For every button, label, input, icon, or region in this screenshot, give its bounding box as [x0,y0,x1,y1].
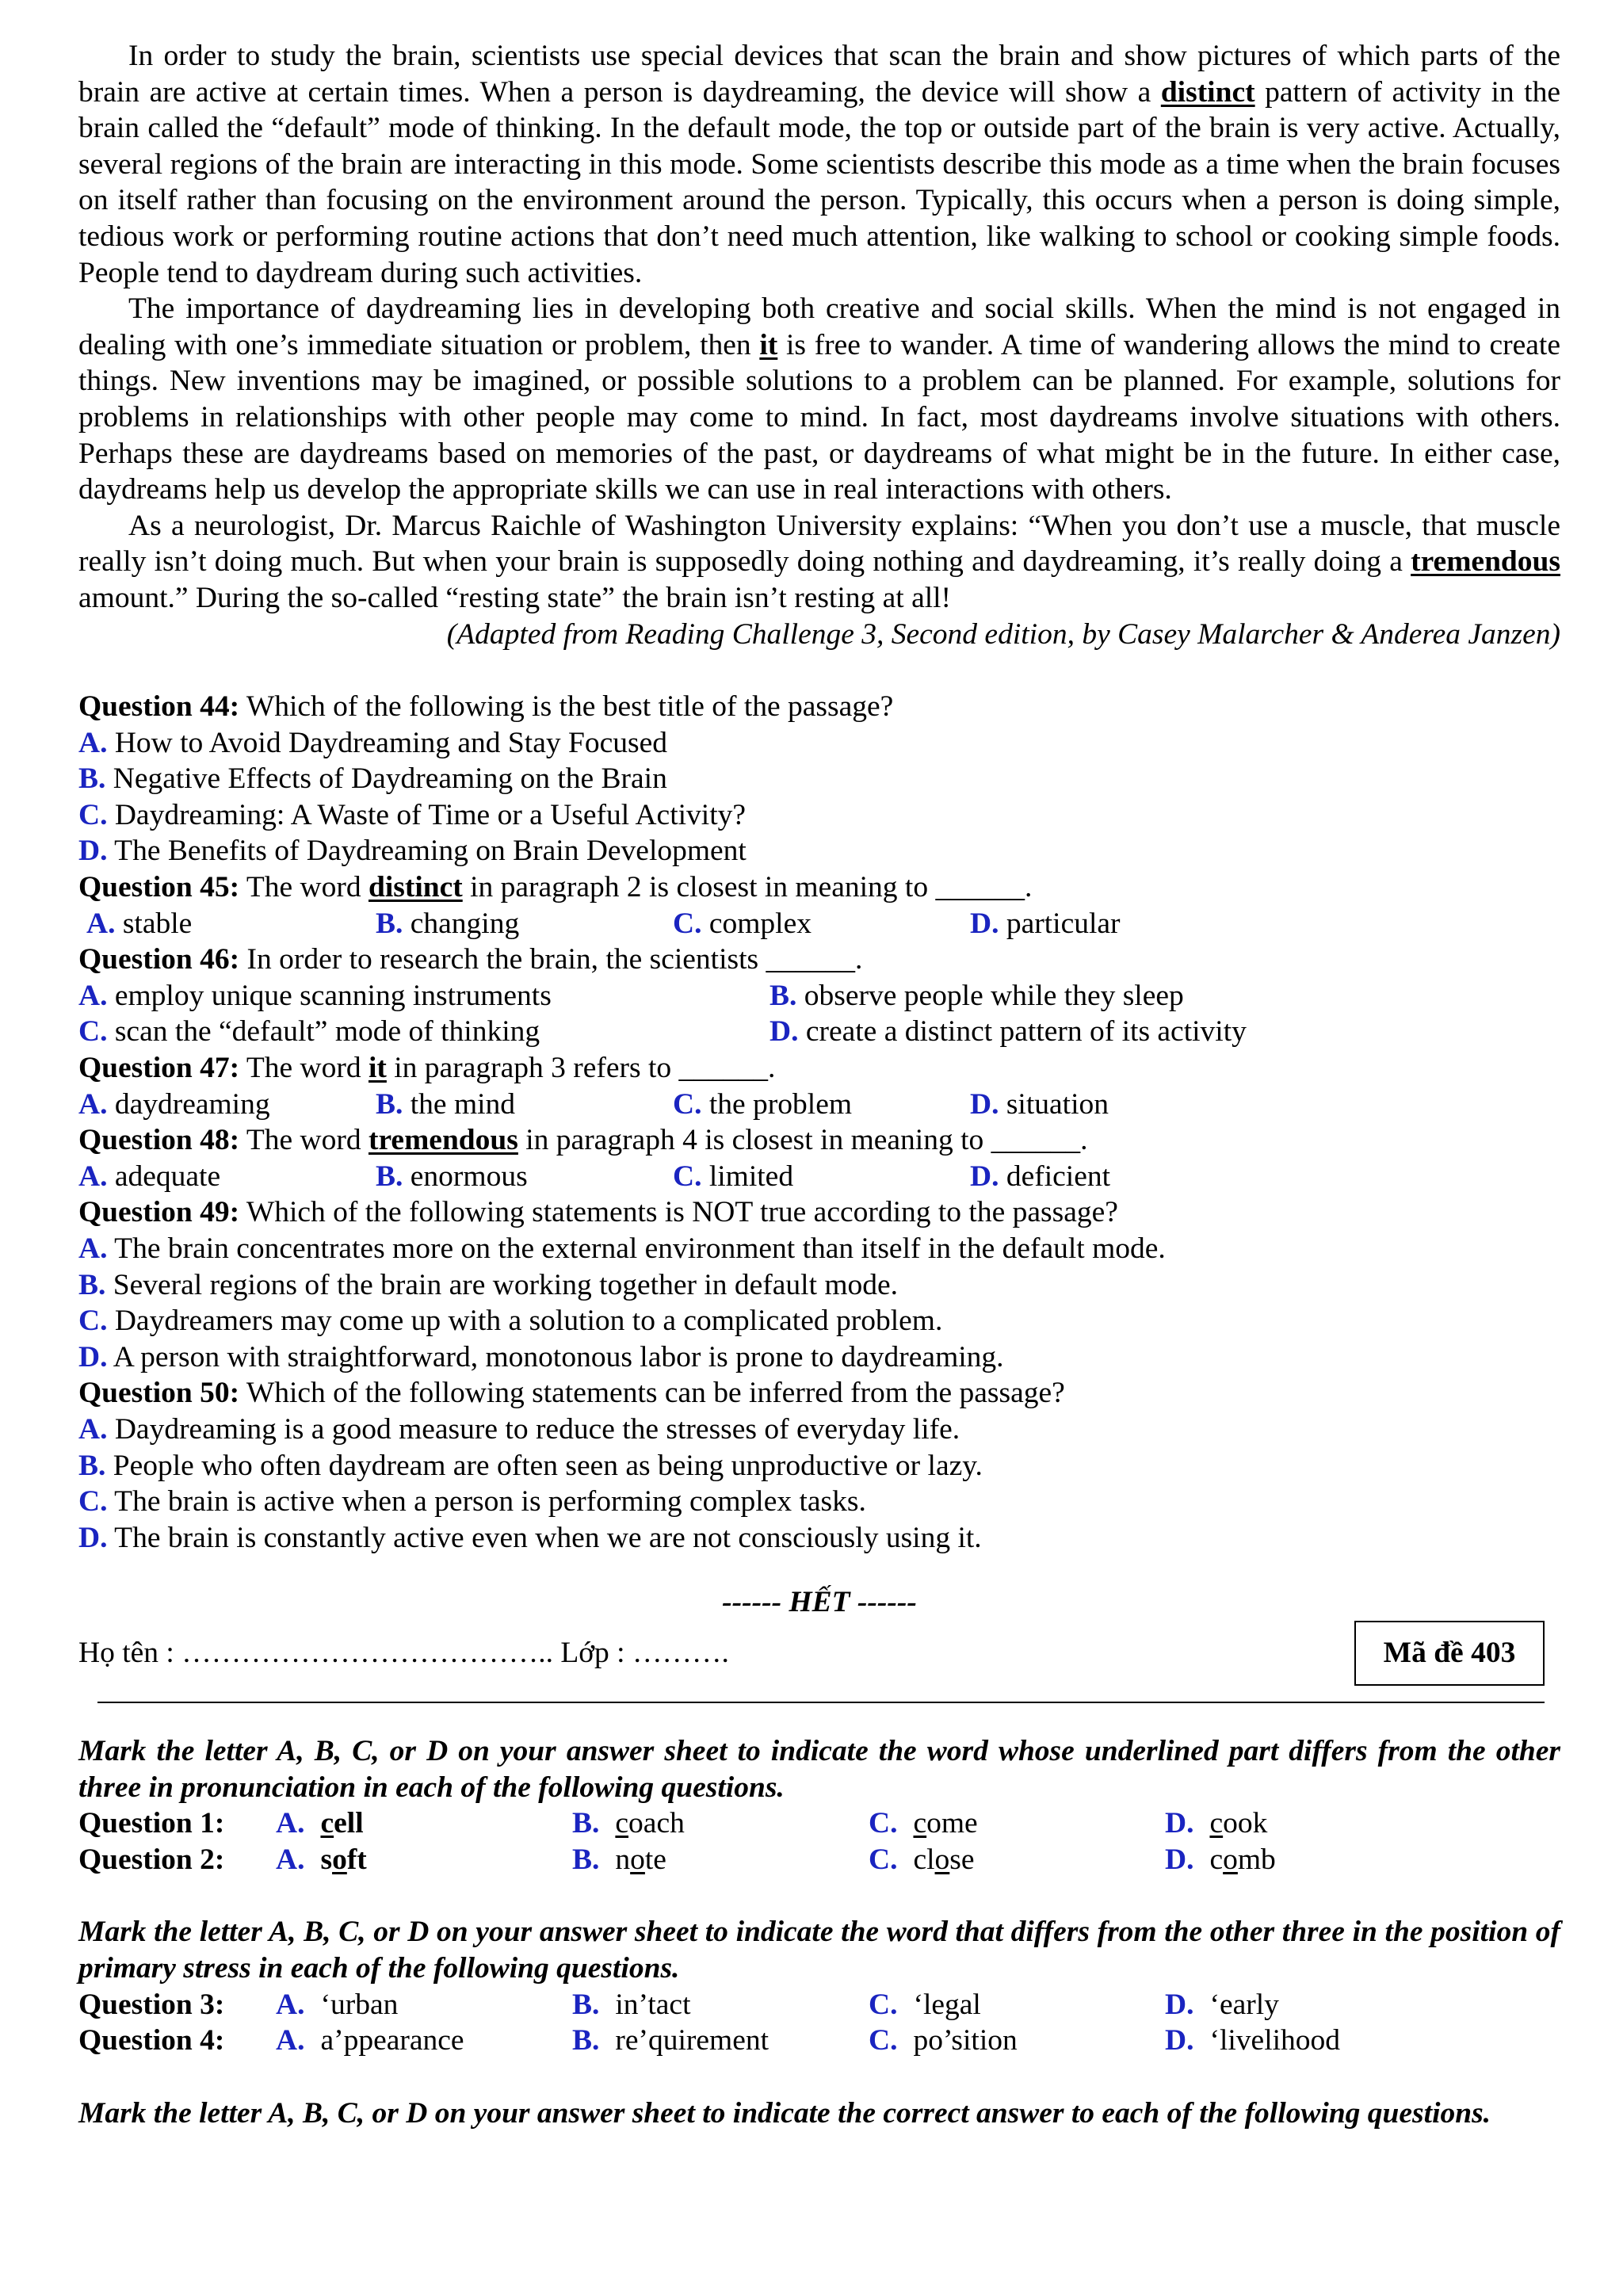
options-45 [78,906,1560,942]
option-46-a: A. employ unique scanning instruments [78,979,552,1012]
option-1-c: C. come [869,1807,978,1840]
instruction-stress: Mark the letter A, B, C, or D on your answer sheet to indicate the word that differs from the other three in the position of primary stress in each of the following questions. [78,1916,1560,1985]
passage-source: (Adapted from Reading Challenge 3, Second edition, by Casey Malarcher & Anderea Janzen) [446,617,1560,651]
option-47-b: B. the mind [376,1087,516,1121]
option-47-a: A. daydreaming [78,1087,270,1121]
options-47 [78,1087,1560,1123]
option-1-d: D. cook [1165,1807,1268,1840]
question-46: Question 46: In order to research the brain, the scientists ______. [78,943,863,976]
option-48-b: B. enormous [376,1159,528,1193]
exam-code-box: Mã đề 403 [1354,1621,1545,1686]
option-4-d: D. ‘livelihood [1165,2024,1341,2057]
option-50-c: C. The brain is active when a person is performing complex tasks. [78,1485,866,1519]
spacer [78,652,1560,689]
question-2: Question 2: A. soft B. note C. close D. comb [78,1842,1560,1878]
question-3: Question 3: A. ‘urban B. in’tact C. ‘legal D. ‘early [78,1987,1560,2023]
option-46-c: C. scan the “default” mode of thinking [78,1015,540,1049]
option-45-a: A. stable [86,907,193,940]
keyword-tremendous: tremendous [1411,545,1560,579]
keyword-it: it [759,328,778,361]
option-49-a: A. The brain concentrates more on the external environment than itself in the default mode. [78,1232,1166,1265]
option-44-a: A. How to Avoid Daydreaming and Stay Focused [78,726,667,759]
option-45-b: B. changing [376,907,520,940]
option-3-b: B. in’tact [572,1988,691,2021]
option-2-a: A. soft [276,1843,367,1876]
question-1: Question 1: A. cell B. coach C. come D. cook [78,1805,1560,1842]
option-1-b: B. coach [572,1807,685,1840]
instruction-pronunciation: Mark the letter A, B, C, or D on your answer sheet to indicate the word whose underlined part differs from the other three in pronunciation in each of the following questions. [78,1734,1560,1804]
option-47-c: C. the problem [673,1087,853,1121]
option-49-c: C. Daydreamers may come up with a solution to a complicated problem. [78,1305,943,1338]
option-2-c: C. close [869,1843,975,1876]
question-50: Question 50: Which of the following statements can be inferred from the passage? [78,1377,1065,1410]
option-1-a: A. cell [276,1807,364,1840]
option-49-d: D. A person with straightforward, monotonous labor is prone to daydreaming. [78,1340,1004,1373]
end-marker: ------ HẾT ------ [722,1586,917,1619]
option-4-b: B. re’quirement [572,2024,769,2057]
passage-paragraph-1: In order to study the brain, scientists use special devices that scan the brain and show pictures of which parts of the brain are active at certain times. When a person is daydreaming, the device will show a distinct pattern of activity in the brain called the “default” mode of thinking. In the default mode, the top or outside part of the brain is very active. Actually, several regions of the brain are interacting in this mode. Some scientists describe this mode as a time when the brain focuses on itself rather than focusing on the environment around the person. Typically, this occurs when a person is doing simple, tedious work or performing routine actions that don’t need much attention, like walking to school or cooking simple foods. People tend to daydream during such activities. [78,40,1560,289]
passage-paragraph-3: As a neurologist, Dr. Marcus Raichle of Washington University explains: “When you don’t use a muscle, that muscle really isn’t doing much. But when your brain is supposedly doing nothing and daydreaming, it’s really doing a tremendous amount.” During the so-called “resting state” the brain isn’t resting at all! [78,509,1560,614]
option-44-b: B. Negative Effects of Daydreaming on the Brain [78,762,667,796]
instruction-correct-answer: Mark the letter A, B, C, or D on your answer sheet to indicate the correct answer to each of the following questions. [78,2096,1491,2130]
option-3-d: D. ‘early [1165,1988,1279,2021]
options-46-row2 [78,1014,1560,1050]
options-48 [78,1159,1560,1195]
question-45: Question 45: The word distinct in paragraph 2 is closest in meaning to ______. [78,871,1033,904]
question-48: Question 48: The word tremendous in paragraph 4 is closest in meaning to ______. [78,1124,1088,1157]
option-2-b: B. note [572,1843,666,1876]
option-3-a: A. ‘urban [276,1988,399,2021]
spacer [78,2059,1560,2095]
option-46-b: B. observe people while they sleep [769,979,1184,1012]
option-49-b: B. Several regions of the brain are working together in default mode. [78,1268,899,1301]
question-49: Question 49: Which of the following statements is NOT true according to the passage? [78,1196,1118,1229]
option-50-a: A. Daydreaming is a good measure to reduce the stresses of everyday life. [78,1412,960,1446]
option-46-d: D. create a distinct pattern of its activity [769,1015,1247,1049]
option-50-d: D. The brain is constantly active even when we are not consciously using it. [78,1521,982,1554]
exam-page [78,38,1560,2131]
name-class-line: Họ tên : ……………………………….. Lớp : ………. [78,1636,729,1669]
option-50-b: B. People who often daydream are often seen as being unproductive or lazy. [78,1449,983,1482]
option-44-d: D. The Benefits of Daydreaming on Brain Development [78,835,747,868]
option-47-d: D. situation [970,1087,1109,1121]
option-48-d: D. deficient [970,1159,1111,1193]
option-3-c: C. ‘legal [869,1988,981,2021]
passage-paragraph-2: The importance of daydreaming lies in developing both creative and social skills. When the mind is not engaged in dealing with one’s immediate situation or problem, then it is free to wander. A time of wandering allows the mind to create things. New inventions may be imagined, or possible solutions to a problem can be planned. For example, solutions for problems in relationships with other people may come to mind. In fact, most daydreams involve situations with others. Perhaps these are daydreams based on memories of the past, or daydreams of what might be in the future. In either case, daydreams help us develop the appropriate skills we can use in real interactions with others. [78,292,1560,506]
option-48-c: C. limited [673,1159,794,1193]
keyword-distinct: distinct [1160,75,1255,109]
option-45-d: D. particular [970,907,1121,940]
option-4-a: A. a’ppearance [276,2024,464,2057]
option-45-c: C. complex [673,907,812,940]
student-info-bar [78,1621,1560,1692]
question-44: Question 44: Which of the following is the best title of the passage? [78,690,894,724]
option-44-c: C. Daydreaming: A Waste of Time or a Useful Activity? [78,798,747,831]
spacer [78,1878,1560,1914]
options-46-row1 [78,978,1560,1014]
option-4-c: C. po’sition [869,2024,1018,2057]
option-48-a: A. adequate [78,1159,221,1193]
question-47: Question 47: The word it in paragraph 3 refers to ______. [78,1052,776,1085]
question-4: Question 4: A. a’ppearance B. re’quirement C. po’sition D. ‘livelihood [78,2023,1560,2059]
spacer [78,1703,1560,1733]
option-2-d: D. comb [1165,1843,1276,1876]
